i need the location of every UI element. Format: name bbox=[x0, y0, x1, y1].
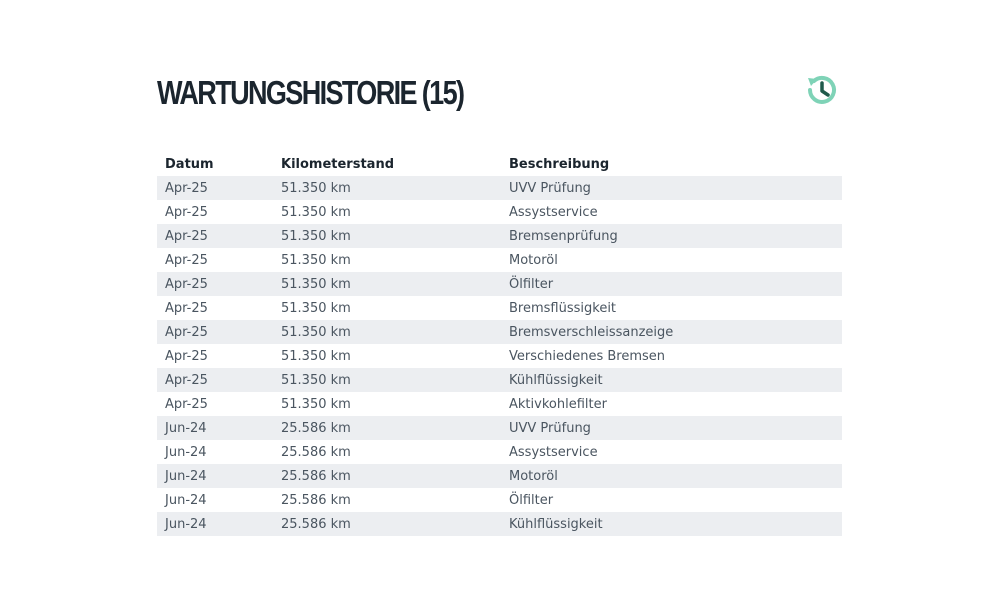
table-row bbox=[157, 176, 842, 200]
cell-mileage: 25.586 km bbox=[273, 416, 501, 440]
cell-date: Jun-24 bbox=[165, 492, 207, 508]
maintenance-history-panel bbox=[157, 68, 842, 536]
cell-mileage: 51.350 km bbox=[273, 176, 501, 200]
cell-date: Apr-25 bbox=[165, 252, 208, 268]
cell-mileage: 51.350 km bbox=[281, 252, 351, 268]
cell-date: Apr-25 bbox=[157, 272, 273, 296]
cell-date: Apr-25 bbox=[165, 348, 208, 364]
column-header-mileage: Kilometerstand bbox=[281, 156, 395, 172]
table-header-row bbox=[157, 152, 842, 176]
cell-date: Jun-24 bbox=[157, 416, 273, 440]
table-row bbox=[157, 296, 842, 320]
cell-description: Motoröl bbox=[509, 252, 558, 268]
cell-description: Ölfilter bbox=[509, 492, 554, 508]
history-clock-icon bbox=[802, 70, 842, 110]
cell-date: Apr-25 bbox=[157, 320, 273, 344]
table-row bbox=[157, 392, 842, 416]
cell-description: Aktivkohlefilter bbox=[509, 396, 607, 412]
table-row bbox=[157, 416, 842, 440]
table-row bbox=[157, 344, 842, 368]
cell-mileage: 25.586 km bbox=[273, 464, 501, 488]
cell-date: Jun-24 bbox=[157, 512, 273, 536]
cell-date: Apr-25 bbox=[165, 204, 208, 220]
cell-mileage: 51.350 km bbox=[273, 320, 501, 344]
cell-mileage: 51.350 km bbox=[281, 348, 351, 364]
table-row bbox=[157, 488, 842, 512]
table-row bbox=[157, 368, 842, 392]
column-header-description: Beschreibung bbox=[509, 156, 610, 172]
cell-description: Assystservice bbox=[509, 444, 598, 460]
cell-mileage: 25.586 km bbox=[281, 492, 351, 508]
cell-description: UVV Prüfung bbox=[501, 176, 842, 200]
column-header-date: Datum bbox=[165, 156, 214, 172]
cell-mileage: 51.350 km bbox=[281, 300, 351, 316]
table-row bbox=[157, 320, 842, 344]
cell-date: Apr-25 bbox=[157, 176, 273, 200]
cell-mileage: 51.350 km bbox=[281, 396, 351, 412]
page-title: WARTUNGSHISTORIE (15) bbox=[157, 74, 464, 111]
cell-description: Verschiedenes Bremsen bbox=[509, 348, 666, 364]
cell-date: Jun-24 bbox=[157, 464, 273, 488]
cell-description: UVV Prüfung bbox=[501, 416, 842, 440]
cell-date: Jun-24 bbox=[165, 444, 207, 460]
cell-description: Bremsverschleissanzeige bbox=[501, 320, 842, 344]
cell-date: Apr-25 bbox=[165, 300, 208, 316]
cell-date: Apr-25 bbox=[165, 396, 208, 412]
cell-mileage: 25.586 km bbox=[281, 444, 351, 460]
table-row bbox=[157, 512, 842, 536]
cell-description: Ölfilter bbox=[501, 272, 842, 296]
cell-date: Apr-25 bbox=[157, 368, 273, 392]
cell-mileage: 51.350 km bbox=[273, 224, 501, 248]
cell-description: Bremsflüssigkeit bbox=[509, 300, 617, 316]
table-body bbox=[157, 176, 842, 536]
table-row bbox=[157, 440, 842, 464]
table-row bbox=[157, 248, 842, 272]
panel-header bbox=[157, 68, 842, 128]
cell-mileage: 51.350 km bbox=[273, 368, 501, 392]
table-row bbox=[157, 272, 842, 296]
cell-description: Assystservice bbox=[509, 204, 598, 220]
table-row bbox=[157, 464, 842, 488]
history-button[interactable] bbox=[802, 70, 842, 110]
table-row bbox=[157, 224, 842, 248]
table-row bbox=[157, 200, 842, 224]
cell-description: Kühlflüssigkeit bbox=[501, 368, 842, 392]
cell-description: Bremsenprüfung bbox=[501, 224, 842, 248]
maintenance-table bbox=[157, 152, 842, 536]
cell-description: Motoröl bbox=[501, 464, 842, 488]
cell-mileage: 51.350 km bbox=[281, 204, 351, 220]
cell-mileage: 25.586 km bbox=[273, 512, 501, 536]
cell-date: Apr-25 bbox=[157, 224, 273, 248]
cell-description: Kühlflüssigkeit bbox=[501, 512, 842, 536]
cell-mileage: 51.350 km bbox=[273, 272, 501, 296]
